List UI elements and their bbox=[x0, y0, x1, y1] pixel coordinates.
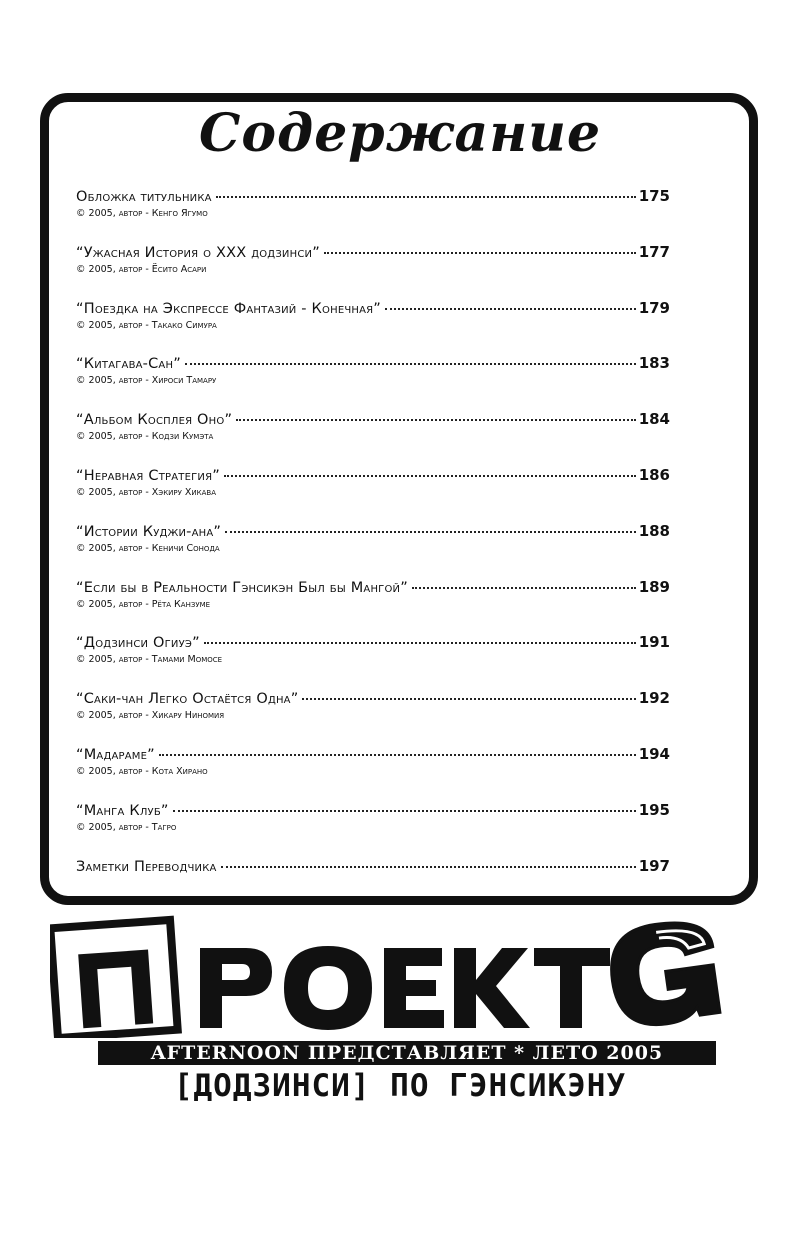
dot-leader bbox=[216, 196, 636, 198]
toc-entry-page: 197 bbox=[638, 857, 670, 875]
toc-entry bbox=[76, 243, 670, 275]
toc-entry bbox=[76, 801, 670, 833]
toc-entry-title: “Додзинси Огиуэ” bbox=[76, 635, 200, 651]
tagline-banner: AFTERNOON ПРЕДСТАВЛЯЕТ * ЛЕТО 2005 bbox=[98, 1041, 716, 1065]
logo-graphic bbox=[50, 908, 730, 1038]
toc-entry-page: 191 bbox=[638, 633, 670, 651]
toc-entry-line bbox=[76, 410, 670, 430]
toc-entry-credit: © 2005, автор - Тагро bbox=[76, 822, 177, 833]
toc-entry-credit: © 2005, автор - Кодзи Кумэта bbox=[76, 431, 214, 442]
toc-entry-line bbox=[76, 578, 670, 598]
toc-entry-credit: © 2005, автор - Ёсито Асари bbox=[76, 264, 207, 275]
toc-entry bbox=[76, 187, 670, 219]
toc-entry bbox=[76, 299, 670, 331]
toc-entry bbox=[76, 857, 670, 877]
dot-leader bbox=[173, 810, 636, 812]
toc-entry-title: “Если бы в Реальности Гэнсикэн Был бы Мангой” bbox=[76, 580, 408, 596]
toc-entry-title: “Китагава-Сан” bbox=[76, 356, 181, 372]
toc-entry-page: 175 bbox=[638, 187, 670, 205]
dot-leader bbox=[221, 866, 636, 868]
toc-entry-credit: © 2005, автор - Хэкиру Хикава bbox=[76, 487, 217, 498]
dot-leader bbox=[204, 642, 636, 644]
toc-entry-line bbox=[76, 299, 670, 319]
toc-entry bbox=[76, 410, 670, 442]
toc-entry-line bbox=[76, 857, 670, 877]
toc-entry-line bbox=[76, 243, 670, 263]
toc-entry-credit: © 2005, автор - Кеничи Сонода bbox=[76, 543, 220, 554]
toc-entry-page: 184 bbox=[638, 410, 670, 428]
toc-entry-page: 194 bbox=[638, 745, 670, 763]
toc-entry-line bbox=[76, 633, 670, 653]
toc-entry-credit: © 2005, автор - Хикару Ниномия bbox=[76, 710, 225, 721]
toc-entry-page: 195 bbox=[638, 801, 670, 819]
toc-entry-page: 177 bbox=[638, 243, 670, 261]
toc-entry-credit: © 2005, автор - Такако Симура bbox=[76, 320, 217, 331]
toc-entry-page: 192 bbox=[638, 689, 670, 707]
toc-entry bbox=[76, 689, 670, 721]
logo-letter-p-block bbox=[50, 920, 177, 1038]
dot-leader bbox=[236, 419, 636, 421]
subtitle: [ДОДЗИНСИ] ПО ГЭНСИКЭНУ bbox=[173, 1068, 627, 1104]
toc-entry-page: 188 bbox=[638, 522, 670, 540]
toc-entry-credit: © 2005, автор - Кота Хирано bbox=[76, 766, 208, 777]
toc-entry-credit: © 2005, автор - Рёта Канзуме bbox=[76, 599, 211, 610]
toc-entry-credit: © 2005, автор - Кенго Ягумо bbox=[76, 208, 208, 219]
dot-leader bbox=[385, 308, 636, 310]
toc-entry-credit: © 2005, автор - Тамами Момосе bbox=[76, 654, 223, 665]
toc-entry-title: “Неравная Стратегия” bbox=[76, 468, 220, 484]
toc-entry-credit: © 2005, автор - Хироси Тамару bbox=[76, 375, 217, 386]
toc-entry-title: “Ужасная История о XXX додзинси” bbox=[76, 245, 320, 261]
toc-entry-line bbox=[76, 745, 670, 765]
toc-entry-title: “Истории Куджи-ана” bbox=[76, 524, 222, 540]
logo-wordmark-shapes bbox=[200, 917, 722, 1031]
toc-entry bbox=[76, 745, 670, 777]
toc-entry-line bbox=[76, 689, 670, 709]
toc-entry bbox=[76, 354, 670, 386]
toc-entry-title: “Саки-чан Легко Остаётся Одна” bbox=[76, 691, 299, 707]
dot-leader bbox=[159, 754, 636, 756]
toc-entry-page: 183 bbox=[638, 354, 670, 372]
dot-leader bbox=[324, 252, 636, 254]
dot-leader bbox=[225, 531, 636, 533]
page-title: Содержание bbox=[198, 103, 602, 164]
toc-entry-title: “Альбом Косплея Оно” bbox=[76, 412, 233, 428]
toc-entry bbox=[76, 578, 670, 610]
toc-entry bbox=[76, 522, 670, 554]
toc-entry-title: Заметки Переводчика bbox=[76, 859, 217, 875]
toc-entry-line bbox=[76, 801, 670, 821]
toc-entry-title: “Мадараме” bbox=[76, 747, 155, 763]
dot-leader bbox=[224, 475, 636, 477]
toc-entry-title: Обложка титульника bbox=[76, 189, 212, 205]
toc-entry-title: “Поездка на Экспрессе Фантазий - Конечная” bbox=[76, 301, 382, 317]
toc-entry-page: 179 bbox=[638, 299, 670, 317]
toc-entry bbox=[76, 633, 670, 665]
dot-leader bbox=[412, 587, 636, 589]
dot-leader bbox=[185, 363, 636, 365]
dot-leader bbox=[302, 698, 635, 700]
toc-entry bbox=[76, 466, 670, 498]
toc-entry-title: “Манга Клуб” bbox=[76, 803, 169, 819]
toc-entry-line bbox=[76, 354, 670, 374]
toc-entry-line bbox=[76, 522, 670, 542]
toc-entry-page: 186 bbox=[638, 466, 670, 484]
toc-entry-line bbox=[76, 466, 670, 486]
toc-entry-line bbox=[76, 187, 670, 207]
project-g-logo bbox=[50, 908, 730, 1038]
toc-entry-page: 189 bbox=[638, 578, 670, 596]
